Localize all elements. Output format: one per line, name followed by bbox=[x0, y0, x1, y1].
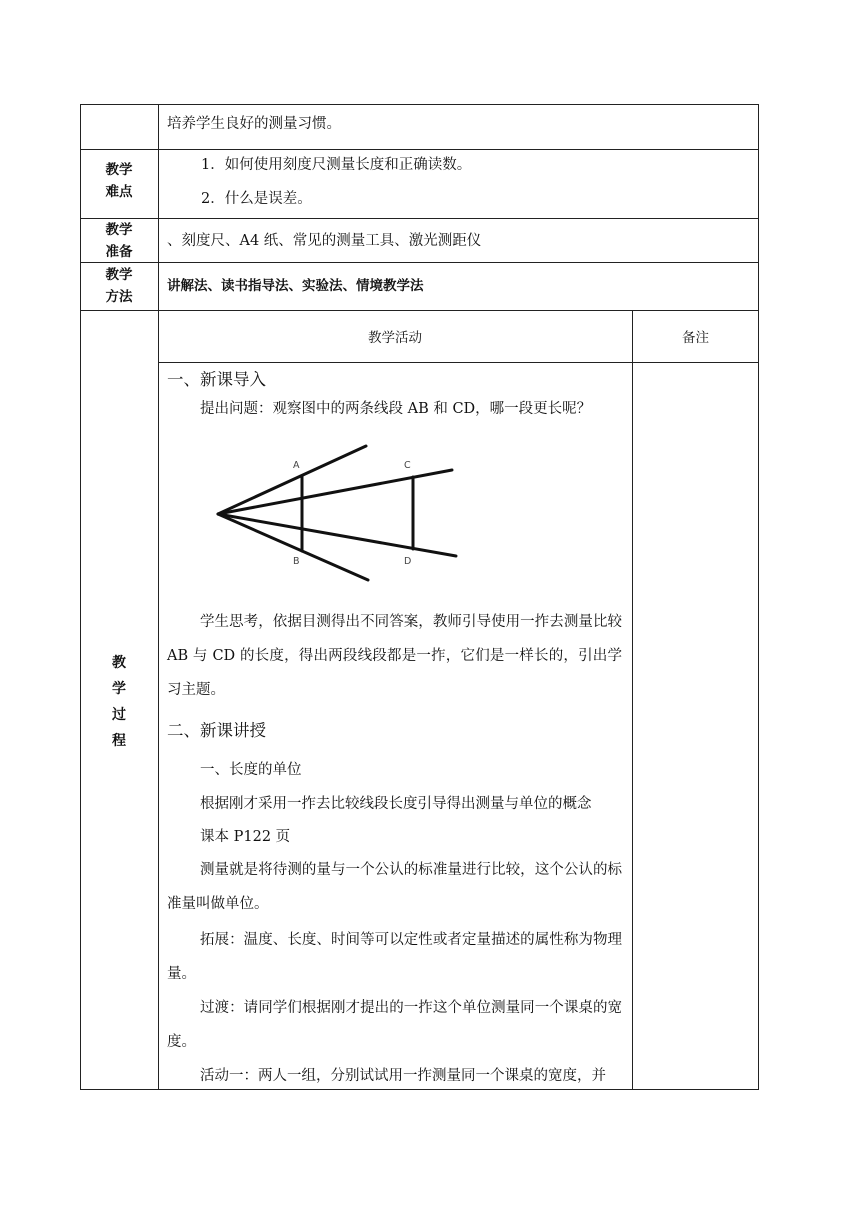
label-column-divider bbox=[158, 105, 159, 1089]
textbook-reference: 课本 P122 页 bbox=[200, 829, 291, 845]
concept-line: 根据刚才采用一拃去比较线段长度引导得出测量与单位的概念 bbox=[200, 796, 592, 812]
notes-column-divider bbox=[632, 310, 633, 1089]
section-title-lecture: 二、新课讲授 bbox=[167, 721, 266, 740]
ray-upper bbox=[218, 446, 366, 514]
method-label: 教学 方法 bbox=[105, 267, 133, 305]
ray-lower bbox=[218, 514, 368, 580]
point-c-label: C bbox=[404, 460, 411, 471]
preparation-text: 、刻度尺、A4 纸、常见的测量工具、激光测距仪 bbox=[167, 233, 482, 249]
method-text: 讲解法、读书指导法、实验法、情境教学法 bbox=[167, 278, 424, 294]
row-divider bbox=[81, 149, 758, 150]
row-divider bbox=[81, 310, 758, 311]
notes-column-header: 备注 bbox=[682, 330, 709, 346]
section-title-intro: 一、新课导入 bbox=[167, 370, 266, 389]
activity-column-header: 教学活动 bbox=[368, 330, 422, 346]
activity-one-paragraph: 活动一：两人一组，分别试试用一拃测量同一个课桌的宽度，并 bbox=[200, 1068, 606, 1084]
segments-figure bbox=[200, 440, 470, 590]
row-divider bbox=[81, 262, 758, 263]
goal-text: 培养学生良好的测量习惯。 bbox=[167, 116, 341, 132]
difficulty-item-2: 2．什么是误差。 bbox=[201, 191, 312, 207]
process-header-divider bbox=[158, 362, 758, 363]
intro-question: 提出问题：观察图中的两条线段 AB 和 CD，哪一段更长呢？ bbox=[200, 401, 592, 417]
extension-paragraph: 拓展：温度、长度、时间等可以定性或者定量描述的属性称为物理量。 bbox=[167, 932, 622, 982]
point-d-label: D bbox=[404, 556, 412, 567]
row-divider bbox=[81, 218, 758, 219]
difficulty-label: 教学 难点 bbox=[105, 162, 133, 200]
difficulty-item-1: 1．如何使用刻度尺测量长度和正确读数。 bbox=[201, 157, 472, 173]
preparation-label: 教学 准备 bbox=[105, 222, 133, 260]
transition-paragraph: 过渡：请同学们根据刚才提出的一拃这个单位测量同一个课桌的宽度。 bbox=[167, 1000, 622, 1050]
process-label: 教 学 过 程 bbox=[112, 655, 126, 749]
measurement-definition-paragraph: 测量就是将待测的量与一个公认的标准量进行比较，这个公认的标准量叫做单位。 bbox=[167, 862, 622, 912]
ray-mid-upper bbox=[218, 470, 452, 514]
subsection-length-unit: 一、长度的单位 bbox=[200, 762, 302, 778]
ray-mid-lower bbox=[218, 514, 456, 556]
point-b-label: B bbox=[293, 556, 300, 567]
intro-think-paragraph: 学生思考，依据目测得出不同答案，教师引导使用一拃去测量比较 AB 与 CD 的长度，得出两段线段都是一拃，它们是一样长的，引出学习主题。 bbox=[167, 614, 622, 698]
point-a-label: A bbox=[293, 460, 300, 471]
figure-lines bbox=[218, 446, 456, 580]
